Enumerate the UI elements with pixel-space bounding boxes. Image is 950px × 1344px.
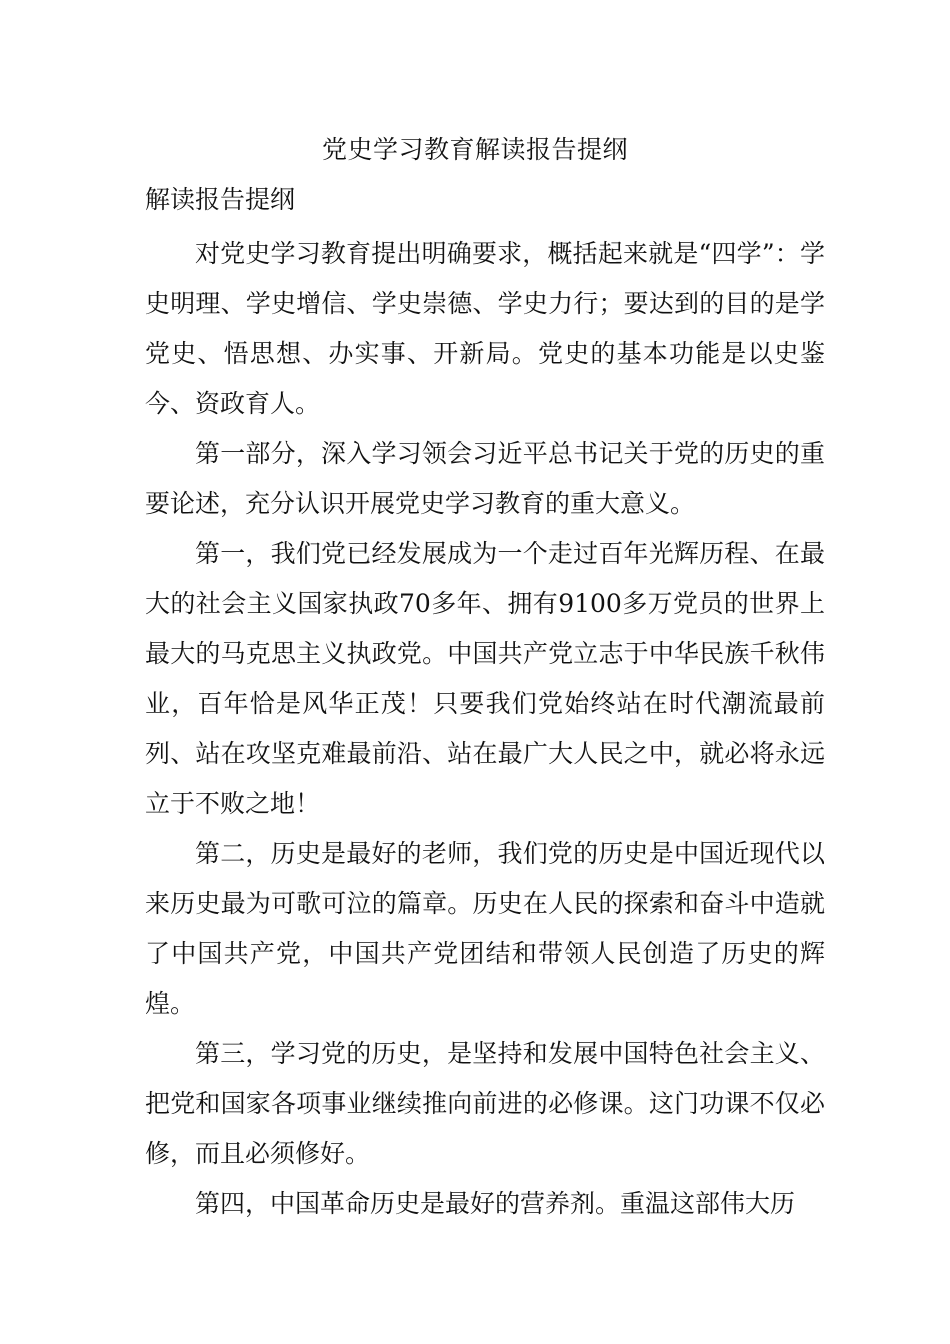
- paragraph-first: 第一，我们党已经发展成为一个走过百年光辉历程、在最大的社会主义国家执政70多年、拥有9100多万党员的世界上最大的马克思主义执政党。中国共产党立志于中华民族千秋伟业，百年恰是风华正茂！只要我们党始终站在时代潮流最前列、站在攻坚克难最前沿、站在最广大人民之中，就必将永远立于不败之地！: [145, 539, 825, 818]
- paragraph-fourth: 第四，中国革命历史是最好的营养剂。重温这部伟大历: [195, 1189, 796, 1218]
- paragraph-second: 第二，历史是最好的老师，我们党的历史是中国近现代以来历史最为可歌可泣的篇章。历史在人民的探索和奋斗中造就了中国共产党，中国共产党团结和带领人民创造了历史的辉煌。: [145, 839, 825, 1018]
- document-body: [145, 229, 825, 1229]
- paragraph-intro: 对党史学习教育提出明确要求，概括起来就是“四学”：学史明理、学史增信、学史崇德、学史力行；要达到的目的是学党史、悟思想、办实事、开新局。党史的基本功能是以史鉴今、资政育人。: [145, 239, 825, 418]
- paragraph-third: 第三，学习党的历史，是坚持和发展中国特色社会主义、把党和国家各项事业继续推向前进的必修课。这门功课不仅必修，而且必须修好。: [145, 1039, 825, 1168]
- document-subheading: 解读报告提纲: [145, 185, 296, 214]
- document-title: 党史学习教育解读报告提纲: [321, 135, 628, 164]
- paragraph-part-one: 第一部分，深入学习领会习近平总书记关于党的历史的重要论述，充分认识开展党史学习教育的重大意义。: [145, 439, 825, 518]
